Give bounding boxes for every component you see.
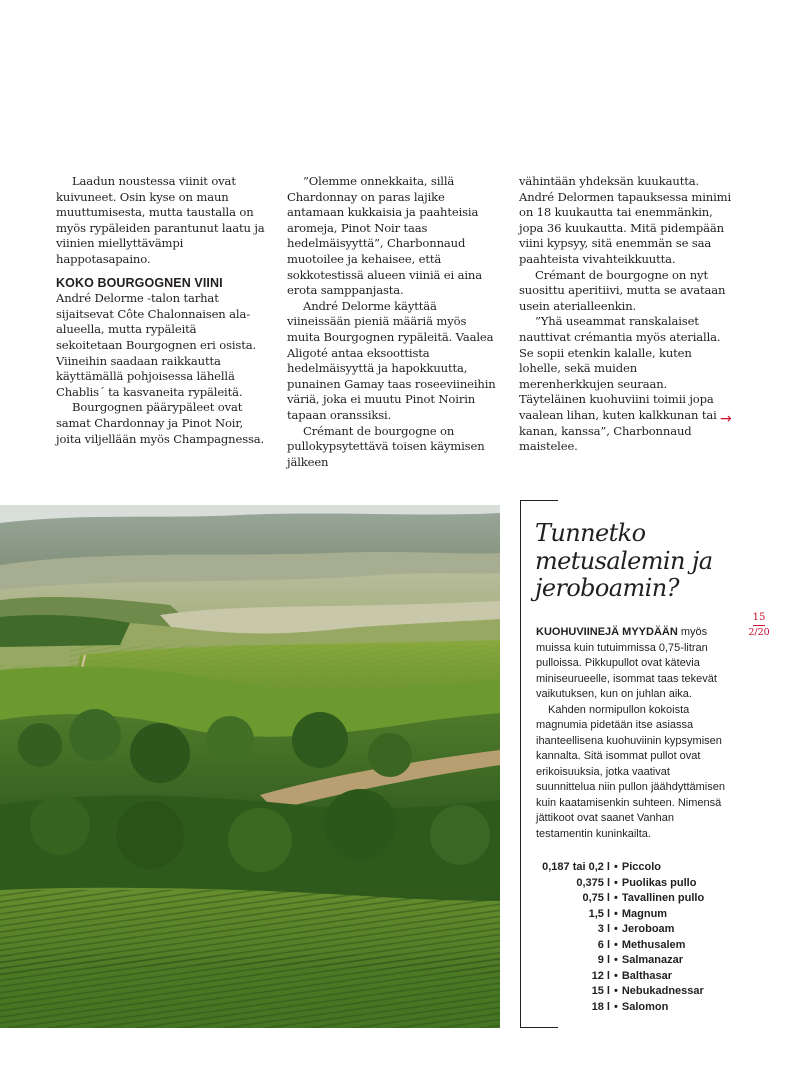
bottle-size: 3 l: [597, 923, 610, 935]
continue-arrow-icon: →: [720, 411, 732, 427]
article-column-3: [519, 174, 735, 455]
bullet-separator: •: [614, 938, 618, 951]
bottle-row: [520, 907, 730, 923]
bottle-row: [520, 876, 730, 892]
page-total: 2/20: [748, 627, 770, 638]
bottle-name: Salmanazar: [621, 954, 684, 966]
article-column-1: [56, 174, 266, 447]
bottle-size-list: [520, 860, 730, 1015]
bottle-name: Piccolo: [621, 861, 661, 873]
article-column-2: [287, 174, 499, 470]
bullet-separator: •: [614, 969, 618, 982]
bottle-row: [520, 984, 730, 1000]
section-heading: KOKO BOURGOGNEN VIINI: [56, 275, 223, 290]
bottle-row: [520, 938, 730, 954]
bottle-row: [520, 953, 730, 969]
bullet-separator: •: [614, 1000, 618, 1013]
page-current: 15: [753, 612, 766, 626]
bottle-row: [520, 969, 730, 985]
paragraph: vähintään yhdeksän kuukautta. André Delormen tapauksessa minimi on 18 kuukautta tai enemmänkin, jopa 36 kuukautta. Mitä pidempään viini kypsyy, sitä enemmän se saa paahteista vivahteikkuutta.: [519, 174, 732, 266]
page-number: [744, 605, 774, 640]
bottle-name: Puolikas pullo: [621, 876, 697, 889]
bottle-size: 0,375 l: [576, 876, 610, 889]
sidebar-body: [536, 625, 732, 842]
sidebar-title: Tunnetko metusalemin ja jeroboamin?: [535, 519, 713, 602]
bottle-name: Nebukadnessar: [621, 985, 704, 997]
paragraph: Laadun noustessa viinit ovat kuivuneet. Osin kyse on maun muuttumisesta, mutta taustalla on myös rypäleiden parantunut laatu ja viinien miellyttävämpi happotasapaino.: [56, 174, 265, 266]
paragraph: [536, 625, 732, 703]
bullet-separator: •: [614, 985, 618, 997]
sidebar-rule: [520, 1027, 558, 1028]
bullet-separator: •: [614, 892, 618, 904]
bottle-size: 15 l: [591, 985, 610, 997]
bullet-separator: •: [614, 923, 618, 935]
bullet-separator: •: [614, 876, 618, 889]
paragraph: ”Yhä useammat ranskalaiset nauttivat crémantia myös aterialla. Se sopii etenkin kalalle, kuten lohelle, sekä muiden merenherkkujen seuraan. Täyteläinen kuohuviini toimii jopa vaalean lihan, kuten kalkkunan tai kanan, kanssa”, Charbonnaud maistelee.: [519, 314, 721, 454]
paragraph: Kahden normipullon kokoista magnumia pidetään itse asiassa ihanteellisena kuohuviinin kypsymisen kannalta. Sitä isommat pullot ovat erikoisuuksia, jotka vaativat suunnittelua niin pullon jäähdyttämisen kuin kaatamisenkin suhteen. Nimensä jättikoot ovat saanet Vanhan testamentin kuninkailta.: [536, 703, 725, 840]
bottle-size: 9 l: [597, 954, 610, 966]
bottle-size: 0,187 tai 0,2 l: [542, 861, 610, 873]
paragraph: André Delorme -talon tarhat sijaitsevat Côte Chalonnaisen ala-alueella, mutta rypäleitä sekoitetaan Bourgognen eri osista. Viineihin saadaan raikkautta käyttämällä pohjoisessa lähellä Chablis´ ta kasvaneita rypäleitä.: [56, 291, 257, 399]
paragraph: Crémant de bourgogne on nyt suosittu aperitiivi, mutta se avataan usein aterialleenkin.: [519, 267, 726, 313]
bottle-size: 0,75 l: [582, 892, 610, 904]
vineyard-landscape-photo: [0, 505, 500, 1028]
paragraph: Bourgognen päärypäleet ovat samat Chardonnay ja Pinot Noir, joita viljellään myös Champagnessa.: [56, 400, 265, 446]
bottle-name: Balthasar: [621, 969, 672, 982]
bottle-row: [520, 860, 730, 876]
bottle-name: Tavallinen pullo: [621, 892, 705, 904]
bottle-size: 6 l: [597, 938, 610, 951]
paragraph: ”Olemme onnekkaita, sillä Chardonnay on paras lajike antamaan kukkaisia ja paahteisia aromeja, Pinot Noir taas hedelmäisyyttä”, Charbonnaud muotoilee ja kehaisee, että sokkotestissä alueen viiniä ei aina erota samppanjasta.: [287, 174, 482, 298]
bottle-name: Jeroboam: [621, 923, 675, 935]
bullet-separator: •: [614, 861, 618, 873]
bottle-row: [520, 922, 730, 938]
bottle-size: 18 l: [591, 1000, 610, 1013]
bottle-size: 1,5 l: [588, 907, 610, 920]
bottle-row: [520, 1000, 730, 1016]
lead-in: KUOHUVIINEJÄ MYYDÄÄN: [536, 626, 678, 638]
bottle-name: Magnum: [621, 907, 668, 920]
bottle-name: Methusalem: [621, 938, 686, 951]
bottle-size: 12 l: [591, 969, 610, 982]
paragraph: André Delorme käyttää viineissään pieniä määriä myös muita Bourgognen rypäleitä. Vaalea Aligoté antaa eksoottista hedelmäisyyttä ja hapokkuutta, punainen Gamay taas roseeviineihin väriä, joka ei muutu Pinot Noirin tapaan oranssiksi.: [287, 298, 496, 422]
lead-rest: myös muissa kuin tutuimmissa 0,75-litran pulloissa. Pikkupullot ovat kätevia miniseurueelle, isommat taas tekevät vaikutuksen, kun on juhlan aika.: [536, 626, 717, 700]
bottle-name: Salomon: [621, 1000, 669, 1013]
paragraph: Crémant de bourgogne on pullokypsytettävä toisen käymisen jälkeen: [287, 423, 485, 469]
bullet-separator: •: [614, 907, 618, 920]
bullet-separator: •: [614, 954, 618, 966]
sidebar-rule: [520, 500, 558, 501]
bottle-row: [520, 891, 730, 907]
